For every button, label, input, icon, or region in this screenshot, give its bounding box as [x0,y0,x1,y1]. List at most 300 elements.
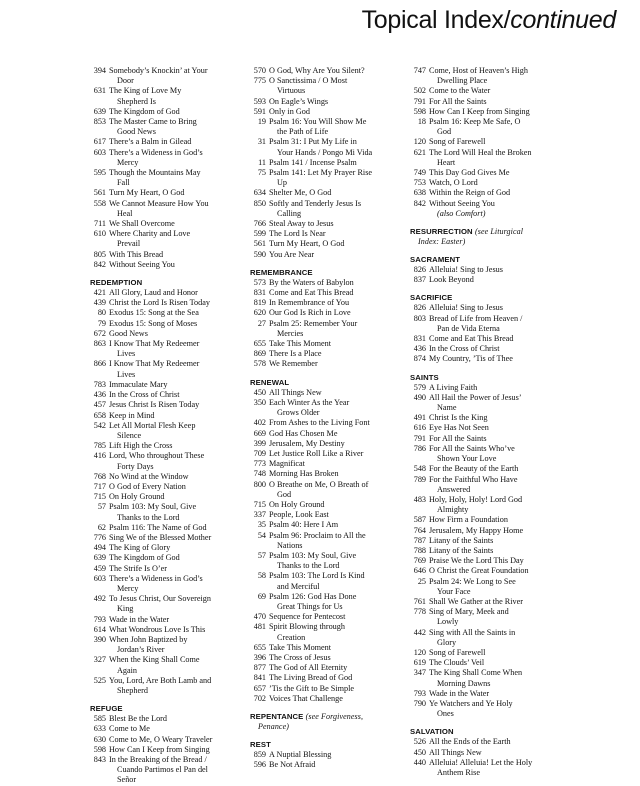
hymn-title [109,755,240,786]
hymn-number: 394 [93,66,106,75]
hymn-title [429,515,560,525]
hymn-title [429,66,560,86]
hymn-title-line: Nations [277,540,303,550]
index-entry [250,459,400,469]
section-heading-line [250,740,400,750]
index-entry [90,400,240,410]
hymn-title-line: Song of Farewell [429,137,486,147]
index-entry [250,219,400,229]
hymn-title-line: There’s a Balm in Gilead [109,137,192,147]
hymn-title [429,354,560,364]
hymn-title-line: Grows Older [277,408,320,418]
hymn-title [429,107,560,117]
hymn-number: 585 [93,714,106,724]
index-entry [90,329,240,339]
index-entry [410,515,560,525]
hymn-title [429,137,560,147]
section-heading-text: REFUGE [90,704,123,714]
hymn-title-line: Psalm 25: Remember Your [269,318,358,328]
index-entry [90,319,240,329]
hymn-number: 775 [253,76,266,86]
index-entry [410,577,560,597]
hymn-title-line: Take This Moment [269,339,332,349]
hymn-number: 450 [413,747,426,757]
hymn-title-line: All Things New [429,747,482,757]
hymn-title [269,199,400,219]
index-entry [410,334,560,344]
hymn-title-line: Psalm 31: I Put My Life in [269,137,357,147]
hymn-title-line: Anthem Rise [437,767,480,777]
hymn-title-line: What Wondrous Love Is This [109,624,206,634]
hymn-title [429,475,560,495]
hymn-title [429,148,560,168]
section-heading-line [250,712,400,722]
index-entry [90,148,240,168]
hymn-title [269,288,400,298]
hymn-number: 595 [93,168,106,178]
hymn-title-line: How Can I Keep from Singing [109,744,210,754]
hymn-number: 390 [93,634,106,644]
index-entry [90,472,240,482]
hymn-title-line: Sing We of the Blessed Mother [109,532,212,542]
hymn-number: 402 [253,418,266,428]
hymn-number: 591 [253,106,266,116]
index-entry [410,566,560,576]
hymn-title-line: Alleluia! Sing to Jesus [429,265,503,275]
index-entry [410,107,560,117]
hymn-number: 869 [253,349,266,359]
hymn-title-line: Bread of Life from Heaven / [429,313,523,323]
hymn-number: 669 [253,428,266,438]
index-entry [410,265,560,275]
hymn-title [269,653,400,663]
hymn-number: 638 [413,188,426,198]
index-column-1 [90,66,240,785]
hymn-title-line: Wade in the Water [429,688,490,698]
page-title [362,6,616,35]
hymn-number: 783 [93,379,106,389]
hymn-title-line: There’s a Wideness in God’s [109,573,203,583]
index-entry [410,597,560,607]
hymn-title-line: The King Shall Come When [429,668,523,678]
index-entry [250,359,400,369]
hymn-title-line: Turn My Heart, O God [109,188,185,198]
hymn-number: 761 [413,596,426,606]
hymn-title-line: We Shall Overcome [109,219,175,229]
index-entry [250,760,400,770]
index-entry [410,546,560,556]
index-entry [410,275,560,285]
hymn-title-line: Spirit Blowing through [269,622,345,632]
hymn-title-line: Heart [437,157,456,167]
index-entry [250,480,400,500]
index-entry [410,354,560,364]
section-heading [250,712,400,732]
index-entry [250,388,400,398]
hymn-title [109,441,240,451]
index-entry [410,526,560,536]
hymn-title [269,117,400,137]
hymn-number: 337 [253,510,266,520]
hymn-number: 657 [253,683,266,693]
hymn-title-line: All Glory, Laud and Honor [109,288,198,298]
hymn-title-line: Fall [117,178,130,188]
index-entry [90,390,240,400]
hymn-title-line: By the Waters of Babylon [269,277,354,287]
index-entry [410,148,560,168]
hymn-title-line: A Living Faith [429,382,478,392]
section-heading-text: SACRIFICE [410,293,453,303]
index-entry [90,635,240,655]
hymn-number: 631 [93,86,106,96]
index-entry [90,308,240,318]
hymn-title-line: Let All Mortal Flesh Keep [109,420,196,430]
hymn-title [269,622,400,642]
index-entry [410,628,560,648]
hymn-title [109,714,240,724]
hymn-title [269,531,400,551]
hymn-title [109,553,240,563]
hymn-title-line: We Remember [269,359,318,369]
hymn-title [109,421,240,441]
hymn-title-line: Dwelling Place [437,76,488,86]
hymn-title-line: I Know That My Redeemer [109,359,200,369]
hymn-title-line: Come and Eat This Bread [429,334,514,344]
hymn-title-line: Softly and Tenderly Jesus Is [269,198,362,208]
index-entry [250,97,400,107]
hymn-title-line: On Eagle’s Wings [269,96,329,106]
hymn-title [429,546,560,556]
hymn-title-line: People, Look East [269,510,329,520]
index-entry [90,219,240,229]
hymn-number: 440 [413,757,426,767]
hymn-number: 120 [413,137,426,147]
hymn-title-line: Great Things for Us [277,601,343,611]
hymn-number: 850 [253,198,266,208]
hymn-title [429,556,560,566]
hymn-title-line: Shepherd Is [117,96,156,106]
hymn-number: 450 [253,387,266,397]
hymn-title-line: Keep in Mind [109,410,155,420]
hymn-title-line: There Is a Place [269,349,322,359]
index-entry [90,137,240,147]
hymn-number: 548 [413,464,426,474]
index-entry [90,676,240,696]
hymn-title [269,97,400,107]
section-heading-text: REST [250,739,271,749]
hymn-title-line: the Path of Life [277,127,329,137]
hymn-title-line: A Nuptial Blessing [269,749,332,759]
index-entry [250,551,400,571]
hymn-number: 709 [253,448,266,458]
index-entry [90,615,240,625]
index-entry [90,441,240,451]
hymn-title-line: Sequence for Pentecost [269,612,346,622]
hymn-title-line: Psalm 141: Let My Prayer Rise [269,168,373,178]
index-entry [250,250,400,260]
index-entry [250,571,400,591]
section-heading-line [410,293,560,303]
hymn-title [109,655,240,675]
hymn-title [269,66,400,76]
hymn-number: 526 [413,737,426,747]
hymn-title [269,359,400,369]
hymn-title [109,676,240,696]
hymn-title-line: Jerusalem, My Destiny [269,438,345,448]
hymn-number: 639 [93,553,106,563]
hymn-title-line: Psalm 103: My Soul, Give [109,502,197,512]
hymn-title-line: On Holy Ground [109,492,165,502]
index-entry [250,308,400,318]
hymn-title-line: Psalm 116: The Name of God [109,522,207,532]
hymn-title-line: My Country, ’Tis of Thee [429,354,513,364]
hymn-number: 525 [93,675,106,685]
hymn-title-line: Wade in the Water [109,614,170,624]
hymn-title-line: Sing of Mary, Meek and [429,607,509,617]
hymn-number: 778 [413,607,426,617]
index-entry [250,398,400,418]
hymn-title-line: Sing with All the Saints in [429,627,516,637]
hymn-number: 570 [253,66,266,75]
hymn-title-line: Lowly [437,617,459,627]
index-entry [250,298,400,308]
hymn-title-line: Without Seeing You [109,259,175,269]
hymn-title [109,451,240,471]
index-entry [410,668,560,688]
section-heading-text: SALVATION [410,727,454,737]
hymn-title [109,148,240,168]
hymn-number: 853 [93,117,106,127]
hymn-title [429,658,560,668]
hymn-title-line: Your Face [437,586,471,596]
index-entry [250,622,400,642]
hymn-title-line: Ye Watchers and Ye Holy [429,698,513,708]
hymn-title-line: God [277,489,292,499]
hymn-title [269,158,400,168]
hymn-title-line: Psalm 141 / Incense Psalm [269,157,357,167]
section-heading-text: REMEMBRANCE [250,267,313,277]
hymn-number: 350 [253,397,266,407]
section-heading-line [410,237,560,247]
hymn-title-line: Forty Days [117,461,154,471]
hymn-title-line: For the Beauty of the Earth [429,464,519,474]
hymn-number: 614 [93,624,106,634]
hymn-title-line: Alleluia! Alleluia! Let the Holy [429,757,533,767]
hymn-number: 789 [413,474,426,484]
hymn-title-line: Virtuous [277,86,306,96]
hymn-title-line: Take This Moment [269,642,332,652]
index-entry [250,643,400,653]
index-entry [410,199,560,219]
hymn-number: 672 [93,328,106,338]
hymn-title-line: In Remembrance of You [269,298,350,308]
index-entry [90,260,240,270]
hymn-number: 327 [93,655,106,665]
hymn-title-line: We Cannot Measure How You [109,198,209,208]
section-heading-line [90,278,240,288]
index-entry [410,748,560,758]
page-title-main: Topical Index/ [361,6,511,34]
hymn-title-line: Almighty [437,505,469,515]
hymn-title-line: Christ Is the King [429,413,488,423]
hymn-number: 62 [97,522,106,532]
hymn-title [109,745,240,755]
hymn-number: 610 [93,229,106,239]
hymn-title-line: All the Ends of the Earth [429,737,511,747]
section-heading-line [410,727,560,737]
hymn-number: 120 [413,647,426,657]
hymn-title [269,137,400,157]
hymn-title-line: The God of All Eternity [269,663,348,673]
hymn-title-line: Mercies [277,328,304,338]
hymn-title [109,339,240,359]
hymn-title [269,308,400,318]
index-entry [250,107,400,117]
hymn-title-line: Your Hands / Pongo Mi Vida [277,147,373,157]
index-entry [90,523,240,533]
hymn-title-line: Our God Is Rich in Love [269,308,351,318]
index-column-3 [410,66,560,777]
hymn-number: 492 [93,594,106,604]
hymn-title [109,199,240,219]
hymn-title-line: Each Winter As the Year [269,397,350,407]
hymn-title-line: Voices That Challenge [269,693,343,703]
see-reference: Index: Easter) [418,237,466,247]
hymn-number: 347 [413,668,426,678]
hymn-title [269,298,400,308]
hymn-title [109,219,240,229]
hymn-title-line: Exodus 15: Song of Moses [109,318,198,328]
hymn-title [269,520,400,530]
index-entry [90,482,240,492]
index-entry [250,653,400,663]
hymn-title [109,523,240,533]
hymn-title-line: In the Cross of Christ [109,390,180,400]
hymn-title [269,760,400,770]
hymn-number: 702 [253,693,266,703]
index-entry [90,735,240,745]
index-entry [410,314,560,334]
hymn-title-line: All Things New [269,387,322,397]
hymn-title-line: Watch, O Lord [429,178,478,188]
hymn-number: 842 [413,198,426,208]
hymn-number: 57 [257,550,266,560]
hymn-number: 748 [253,469,266,479]
hymn-title [109,564,240,574]
hymn-number: 561 [93,188,106,198]
hymn-title-line: The King of Glory [109,543,171,553]
hymn-title [429,648,560,658]
hymn-title-line: Prevail [117,239,141,249]
hymn-title [109,137,240,147]
index-entry [410,464,560,474]
hymn-title-line: Where Charity and Love [109,229,191,239]
section-heading-line [410,227,560,237]
index-entry [250,319,400,339]
hymn-number: 747 [413,66,426,75]
hymn-number: 593 [253,96,266,106]
hymn-number: 399 [253,438,266,448]
hymn-title [429,607,560,627]
hymn-title-line: Lives [117,369,136,379]
index-entry [410,423,560,433]
hymn-number: 841 [253,673,266,683]
hymn-title-line: The King of Love My [109,86,182,96]
hymn-title-line: Only in God [269,106,310,116]
index-entry [90,564,240,574]
hymn-number: 791 [413,96,426,106]
hymn-title-line: On Holy Ground [269,499,325,509]
hymn-title-line: God [437,127,452,137]
hymn-number: 863 [93,339,106,349]
index-entry [250,500,400,510]
hymn-title [429,597,560,607]
hymn-title [109,359,240,379]
index-entry [250,66,400,76]
index-entry [250,117,400,137]
hymn-title-line: You, Lord, Are Both Lamb and [109,675,212,685]
hymn-title [429,117,560,137]
index-entry [90,117,240,137]
hymn-title-line: The Kingdom of God [109,553,180,563]
hymn-title-line: The Clouds’ Veil [429,658,485,668]
hymn-title-line: For All the Saints [429,433,487,443]
hymn-title [429,344,560,354]
hymn-title [109,502,240,522]
hymn-title-line: Psalm 103: My Soul, Give [269,550,357,560]
hymn-number: 717 [93,481,106,491]
hymn-title-line: Be Not Afraid [269,760,316,770]
index-entry [90,543,240,553]
hymn-title [269,418,400,428]
hymn-title [109,298,240,308]
hymn-title [429,577,560,597]
index-entry [250,188,400,198]
hymn-title [109,411,240,421]
hymn-title [269,663,400,673]
hymn-title [109,250,240,260]
index-entry [250,229,400,239]
index-entry [410,117,560,137]
hymn-title [269,219,400,229]
hymn-number: 837 [413,275,426,285]
hymn-number: 715 [253,499,266,509]
hymn-title-line: When John Baptized by [109,634,188,644]
hymn-title [109,260,240,270]
index-columns [90,66,632,785]
hymn-title-line: You Are Near [269,249,315,259]
index-entry [250,137,400,157]
hymn-title-line: Come to the Water [429,86,491,96]
see-reference: (also Comfort) [437,208,486,218]
hymn-title [109,400,240,410]
hymn-title [109,492,240,502]
hymn-number: 866 [93,359,106,369]
index-entry [90,625,240,635]
hymn-title [269,480,400,500]
hymn-title-line: Lives [117,349,136,359]
hymn-number: 766 [253,219,266,229]
hymn-title-line: For All the Saints Who’ve [429,443,515,453]
hymn-title-line: Good News [117,127,156,137]
hymn-title-line: Psalm 16: You Will Show Me [269,117,367,127]
hymn-title [269,76,400,96]
index-entry [250,750,400,760]
hymn-title [429,737,560,747]
hymn-number: 603 [93,573,106,583]
hymn-number: 791 [413,433,426,443]
hymn-number: 633 [93,724,106,734]
